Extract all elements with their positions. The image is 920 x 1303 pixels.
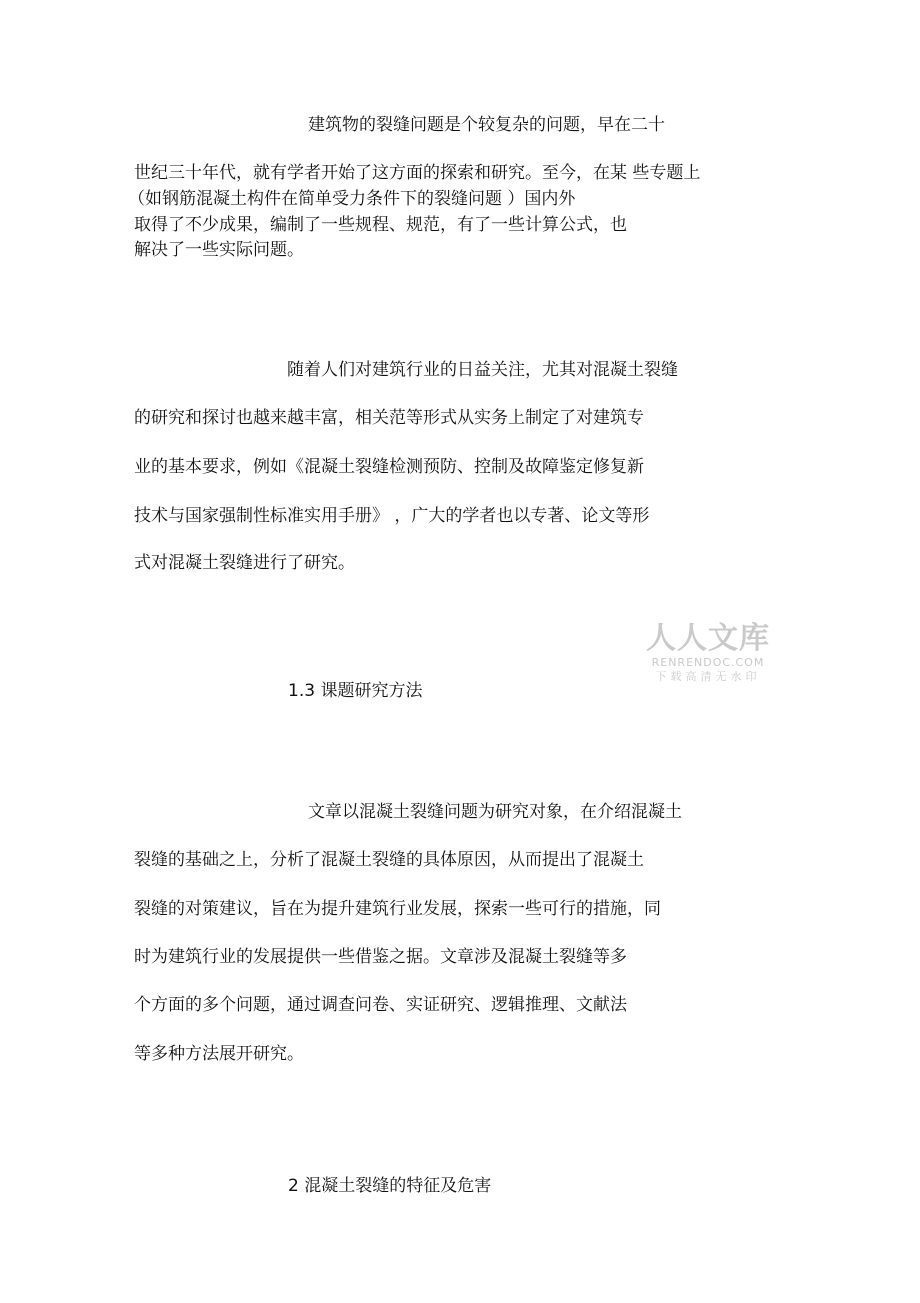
paragraph-line: 技术与国家强制性标准实用手册》 ，广大的学者也以专著、论文等形 xyxy=(134,506,650,526)
paragraph-line: 建筑物的裂缝问题是个较复杂的问题，早在二十 xyxy=(308,115,665,135)
watermark-logo xyxy=(644,622,772,684)
watermark-title: 人人文库 xyxy=(646,621,770,656)
paragraph-line: （如钢筋混凝土构件在简单受力条件下的裂缝问题 ）国内外 xyxy=(128,189,576,209)
watermark-subtitle: 下载高清无水印 xyxy=(655,670,761,683)
paragraph-line: 取得了不少成果，编制了一些规程、规范，有了一些计算公式，也 xyxy=(134,215,627,235)
paragraph-line: 裂缝的基础之上，分析了混凝土裂缝的具体原因，从而提出了混凝土 xyxy=(134,850,644,870)
paragraph-line: 业的基本要求，例如《混凝土裂缝检测预防、控制及故障鉴定修复新 xyxy=(134,457,644,477)
paragraph-line: 裂缝的对策建议，旨在为提升建筑行业发展，探索一些可行的措施，同 xyxy=(134,899,661,919)
paragraph-line: 世纪三十年代，就有学者开始了这方面的探索和研究。至今，在某 些专题上 xyxy=(134,163,701,183)
paragraph-line: 随着人们对建筑行业的日益关注，尤其对混凝土裂缝 xyxy=(287,360,678,380)
paragraph-line: 个方面的多个问题，通过调查问卷、实证研究、逻辑推理、文献法 xyxy=(134,995,627,1015)
paragraph-line: 解决了一些实际问题。 xyxy=(134,240,304,260)
paragraph-line: 等多种方法展开研究。 xyxy=(134,1044,304,1064)
paragraph-line: 时为建筑行业的发展提供一些借鉴之据。文章涉及混凝土裂缝等多 xyxy=(134,947,627,967)
section-heading: 1.3 课题研究方法 xyxy=(288,681,423,701)
paragraph-line: 文章以混凝土裂缝问题为研究对象，在介绍混凝土 xyxy=(308,802,682,822)
paragraph-line: 的研究和探讨也越来越丰富，相关范等形式从实务上制定了对建筑专 xyxy=(134,408,644,428)
paragraph-line: 式对混凝土裂缝进行了研究。 xyxy=(134,553,355,573)
watermark-domain: RENRENDOC.COM xyxy=(651,656,765,669)
chapter-heading: 2 混凝土裂缝的特征及危害 xyxy=(288,1176,492,1196)
